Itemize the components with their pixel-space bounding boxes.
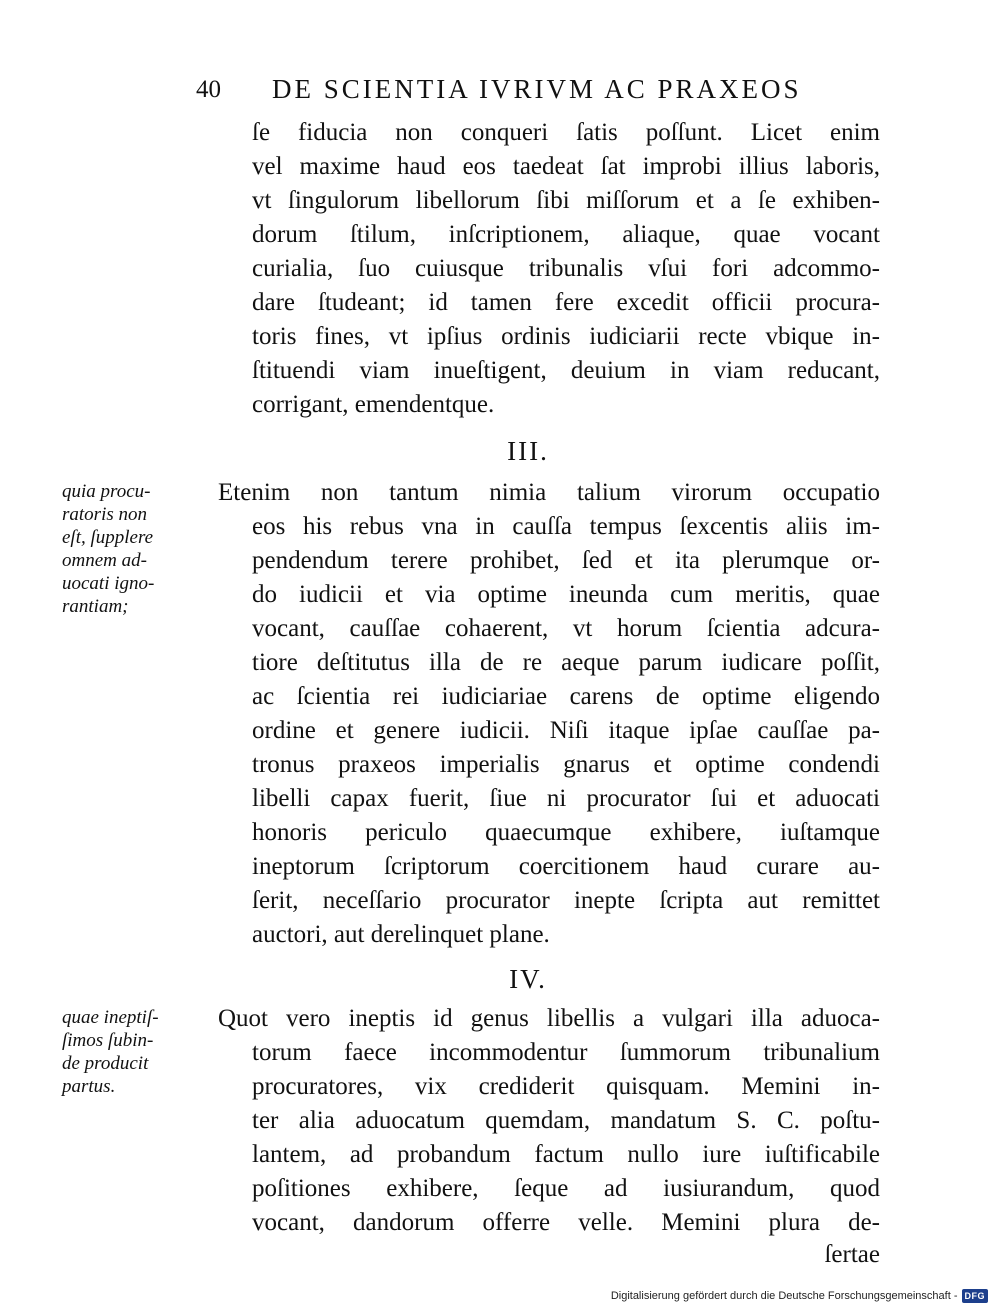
text-line: vel maxime haud eos taedeat ſat improbi illius laboris, [252, 153, 880, 180]
margin-note-line: rantiam; [62, 596, 129, 617]
text-line: ſe fiducia non conqueri ſatis poſſunt. Licet enim [252, 119, 880, 146]
text-line: tronus praxeos imperialis gnarus et optime condendi [252, 751, 880, 778]
text-line: ordine et genere iudicii. Niſi itaque ipſae cauſſae pa- [252, 717, 880, 744]
dfg-logo: DFG [962, 1289, 989, 1303]
text-line: libelli capax fuerit, ſiue ni procurator ſui et aduocati [252, 785, 880, 812]
margin-note-line: ratoris non [62, 504, 147, 525]
text-line: poſitiones exhibere, ſeque ad iusiurandum, quod [252, 1175, 880, 1202]
text-line: vocant, cauſſae cohaerent, vt horum ſcientia adcura- [252, 615, 880, 642]
text-line: do iudicii et via optime ineunda cum meritis, quae [252, 581, 880, 608]
margin-note-iv [62, 1006, 222, 1098]
margin-note-line: omnem ad- [62, 550, 147, 571]
text-line: corrigant, emendentque. [252, 391, 495, 418]
section-number-iii: III. [507, 436, 549, 466]
text-line: pendendum terere prohibet, ſed et ita plerumque or- [252, 547, 880, 574]
text-line: procuratores, vix crediderit quisquam. Memini in- [252, 1073, 880, 1100]
text-line: ineptorum ſcriptorum coercitionem haud curare au- [252, 853, 880, 880]
margin-note-line: partus. [62, 1076, 116, 1097]
margin-note-line: uocati igno- [62, 573, 155, 594]
text-line: ſtituendi viam inueſtigent, deuium in viam reducant, [252, 357, 880, 384]
text-line: torum faece incommodentur ſummorum tribunalium [252, 1039, 880, 1066]
text-line: lantem, ad probandum factum nullo iure iuſtificabile [252, 1141, 880, 1168]
text-line: tiore deſtitutus illa de re aeque parum iudicare poſſit, [252, 649, 880, 676]
text-line: Quot vero ineptis id genus libellis a vulgari illa aduoca- [218, 1005, 880, 1032]
text-line: dorum ſtilum, inſcriptionem, aliaque, quae vocant [252, 221, 880, 248]
text-line: vocant, dandorum offerre velle. Memini plura de- [252, 1209, 880, 1236]
text-line: ac ſcientia rei iudiciariae carens de optime eligendo [252, 683, 880, 710]
margin-note-line: ſimos ſubin- [62, 1030, 154, 1051]
footer-text: Digitalisierung gefördert durch die Deutsche Forschungsgemeinschaft - [610, 1290, 958, 1302]
margin-note-iii [62, 480, 222, 618]
text-line: toris fines, vt ipſius ordinis iudiciarii recte vbique in- [252, 323, 880, 350]
margin-note-line: quae ineptiſ- [62, 1007, 159, 1028]
margin-note-line: de producit [62, 1053, 149, 1074]
page-header [0, 72, 1000, 112]
text-line: vt ſingulorum libellorum ſibi miſſorum et a ſe exhiben- [252, 187, 880, 214]
text-line: curialia, ſuo cuiusque tribunalis vſui fori adcommo- [252, 255, 880, 282]
text-line: Etenim non tantum nimia talium virorum occupatio [218, 479, 880, 506]
text-line: auctori, aut derelinquet plane. [252, 921, 550, 948]
text-line: ter alia aduocatum quemdam, mandatum S. C. poſtu- [252, 1107, 880, 1134]
text-line: honoris periculo quaecumque exhibere, iuſtamque [252, 819, 880, 846]
text-line: dare ſtudeant; id tamen fere excedit officii procura- [252, 289, 880, 316]
page-number: 40 [196, 76, 221, 103]
text-line: ſerit, neceſſario procurator inepte ſcripta aut remittet [252, 887, 880, 914]
digitization-footer [611, 1287, 988, 1305]
margin-note-line: eſt, ſupplere [62, 527, 154, 548]
section-number-iv: IV. [509, 964, 547, 994]
text-line: eos his rebus vna in cauſſa tempus ſexcentis aliis im- [252, 513, 880, 540]
margin-note-line: quia procu- [62, 481, 151, 502]
catchword: ſertae [824, 1241, 880, 1268]
running-title: DE SCIENTIA IVRIVM AC PRAXEOS [272, 74, 802, 104]
